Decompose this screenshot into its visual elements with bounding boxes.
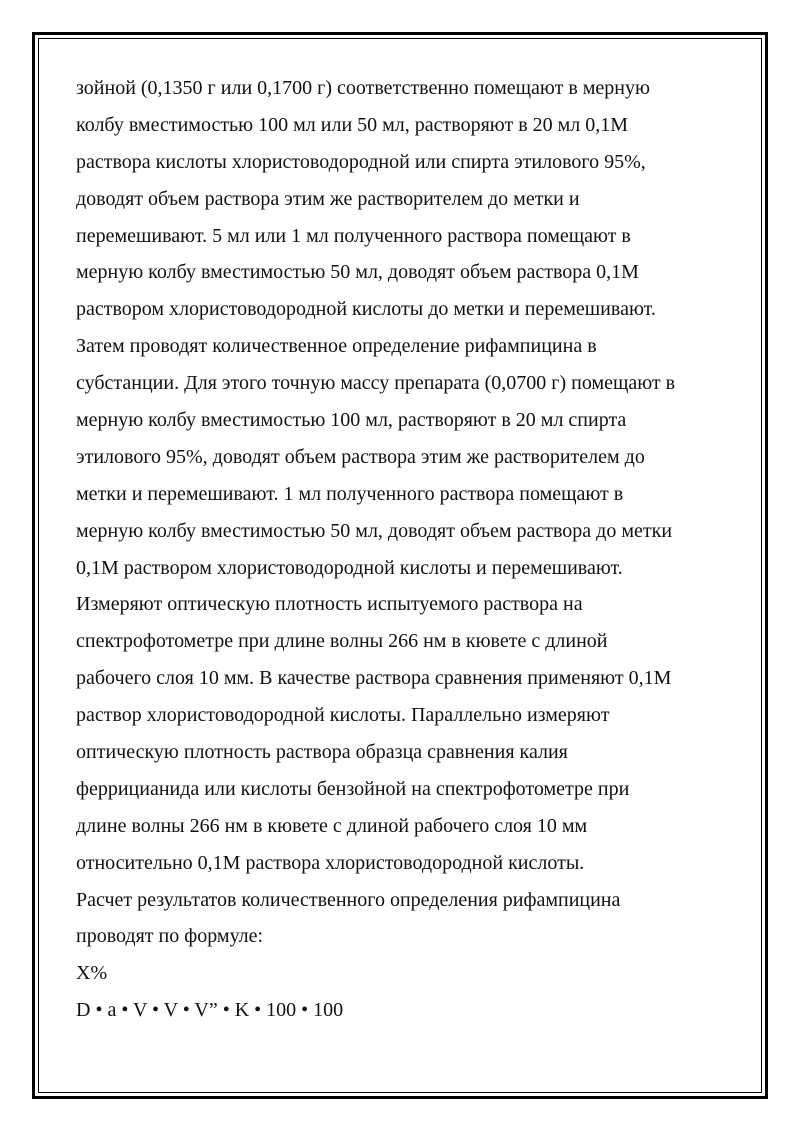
text-line: этилового 95%, доводят объем раствора этим же растворителем до bbox=[76, 445, 645, 468]
text-line: длине волны 266 нм в кювете с длиной рабочего слоя 10 мм bbox=[76, 814, 588, 837]
document-body bbox=[76, 70, 736, 1029]
text-line: мерную колбу вместимостью 50 мл, доводят объем раствора до метки bbox=[76, 519, 673, 542]
text-line: мерную колбу вместимостью 50 мл, доводят объем раствора 0,1М bbox=[76, 261, 639, 284]
text-line: Расчет результатов количественного определения рифампицина bbox=[76, 888, 621, 911]
text-line: перемешивают. 5 мл или 1 мл полученного раствора помещают в bbox=[76, 224, 631, 247]
text-line: оптическую плотность раствора образца сравнения калия bbox=[76, 741, 568, 764]
text-line: 0,1М раствором хлористоводородной кислоты и перемешивают. bbox=[76, 556, 623, 579]
formula-label: Х% bbox=[76, 962, 108, 985]
text-line: феррицианида или кислоты бензойной на спектрофотометре при bbox=[76, 777, 630, 800]
text-line: относительно 0,1М раствора хлористоводородной кислоты. bbox=[76, 851, 585, 874]
text-line: мерную колбу вместимостью 100 мл, растворяют в 20 мл спирта bbox=[76, 409, 627, 432]
text-line: спектрофотометре при длине волны 266 нм в кювете с длиной bbox=[76, 630, 608, 653]
text-line: Измеряют оптическую плотность испытуемого раствора на bbox=[76, 593, 583, 616]
text-line: колбу вместимостью 100 мл или 50 мл, растворяют в 20 мл 0,1М bbox=[76, 113, 629, 136]
text-line: раствор хлористоводородной кислоты. Параллельно измеряют bbox=[76, 704, 610, 727]
text-line: проводят по формуле: bbox=[76, 925, 264, 948]
text-line: раствором хлористоводородной кислоты до метки и перемешивают. bbox=[76, 298, 656, 321]
text-line: Затем проводят количественное определение рифампицина в bbox=[76, 335, 597, 358]
text-line: доводят объем раствора этим же растворителем до метки и bbox=[76, 187, 580, 210]
text-line: раствора кислоты хлористоводородной или спирта этилового 95%, bbox=[76, 150, 646, 173]
text-line: субстанции. Для этого точную массу препарата (0,0700 г) помещают в bbox=[76, 372, 676, 395]
text-line: зойной (0,1350 г или 0,1700 г) соответственно помещают в мерную bbox=[76, 77, 650, 99]
formula-numerator: D • a • V • V • V” • K • 100 • 100 bbox=[76, 999, 344, 1022]
text-line: метки и перемешивают. 1 мл полученного раствора помещают в bbox=[76, 482, 624, 505]
text-line: рабочего слоя 10 мм. В качестве раствора сравнения применяют 0,1М bbox=[76, 667, 672, 690]
